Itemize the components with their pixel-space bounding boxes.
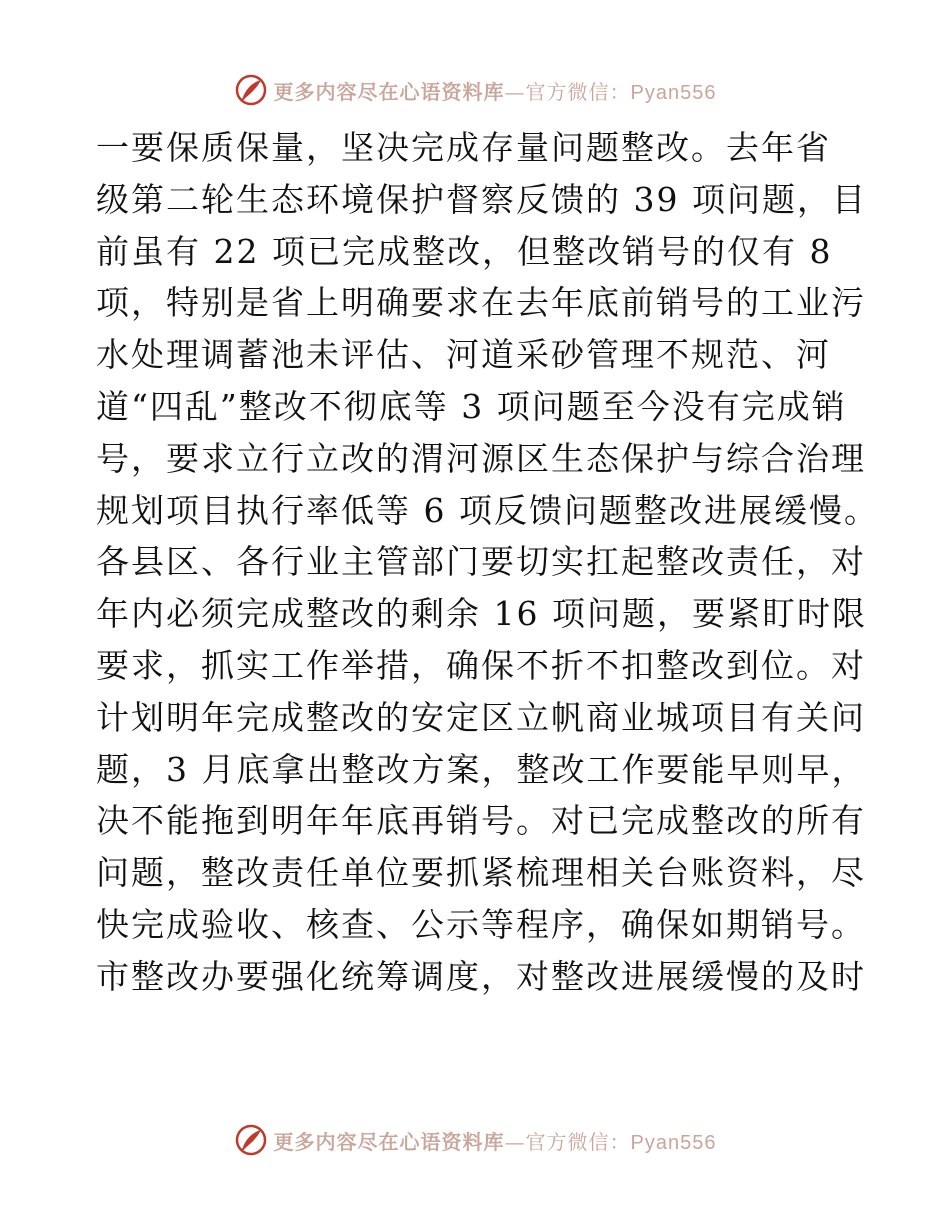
text-line: 题，3 月底拿出整改方案，整改工作要能早则早， <box>96 749 867 789</box>
watermark-text <box>274 76 717 105</box>
feather-pen-logo-icon <box>234 73 268 107</box>
text-line: 决不能拖到明年年底再销号。对已完成整改的所有 <box>96 801 866 841</box>
watermark-contact-code: Pyan556 <box>630 81 717 104</box>
text-line: 一要保质保量，坚决完成存量问题整改。去年省 <box>96 128 831 167</box>
text-line: 水处理调蓄池未评估、河道采砂管理不规范、河 <box>96 335 831 375</box>
watermark-separator: — <box>504 79 526 104</box>
text-line: 要求，抓实工作举措，确保不折不扣整改到位。对 <box>96 645 866 685</box>
text-line: 市整改办要强化统筹调度，对整改进展缓慢的及时 <box>96 956 866 996</box>
text-line: 快完成验收、核查、公示等程序，确保如期销号。 <box>96 904 866 944</box>
watermark-brand: 更多内容尽在心语资料库 <box>273 1129 505 1154</box>
watermark-text <box>274 1126 717 1155</box>
watermark-contact-code: Pyan556 <box>630 1131 717 1154</box>
text-line: 规划项目执行率低等 6 项反馈问题整改进展缓慢。 <box>96 490 879 530</box>
text-line: 年内必须完成整改的剩余 16 项问题，要紧盯时限 <box>96 594 867 634</box>
watermark-separator: — <box>504 1129 526 1154</box>
watermark-contact-prefix: 官方微信： <box>525 1129 631 1154</box>
text-line: 号，要求立行立改的渭河源区生态保护与综合治理 <box>96 438 866 478</box>
header-watermark <box>0 72 950 108</box>
watermark-brand: 更多内容尽在心语资料库 <box>273 79 505 104</box>
text-line: 问题，整改责任单位要抓紧梳理相关台账资料，尽 <box>96 853 866 893</box>
footer-watermark <box>0 1122 950 1158</box>
text-line: 前虽有 22 项已完成整改，但整改销号的仅有 8 <box>96 231 833 271</box>
text-line: 项，特别是省上明确要求在去年底前销号的工业污 <box>96 283 866 323</box>
document-body <box>96 122 879 1003</box>
text-line: 计划明年完成整改的安定区立帆商业城项目有关问 <box>96 697 866 737</box>
text-line: 各县区、各行业主管部门要切实扛起整改责任，对 <box>96 542 866 582</box>
text-line: 道“四乱”整改不彻底等 3 项问题至今没有完成销 <box>96 386 847 426</box>
feather-pen-logo-icon <box>234 1123 268 1157</box>
text-line: 级第二轮生态环境保护督察反馈的 39 项问题，目 <box>96 179 867 219</box>
watermark-contact-prefix: 官方微信： <box>525 79 631 104</box>
